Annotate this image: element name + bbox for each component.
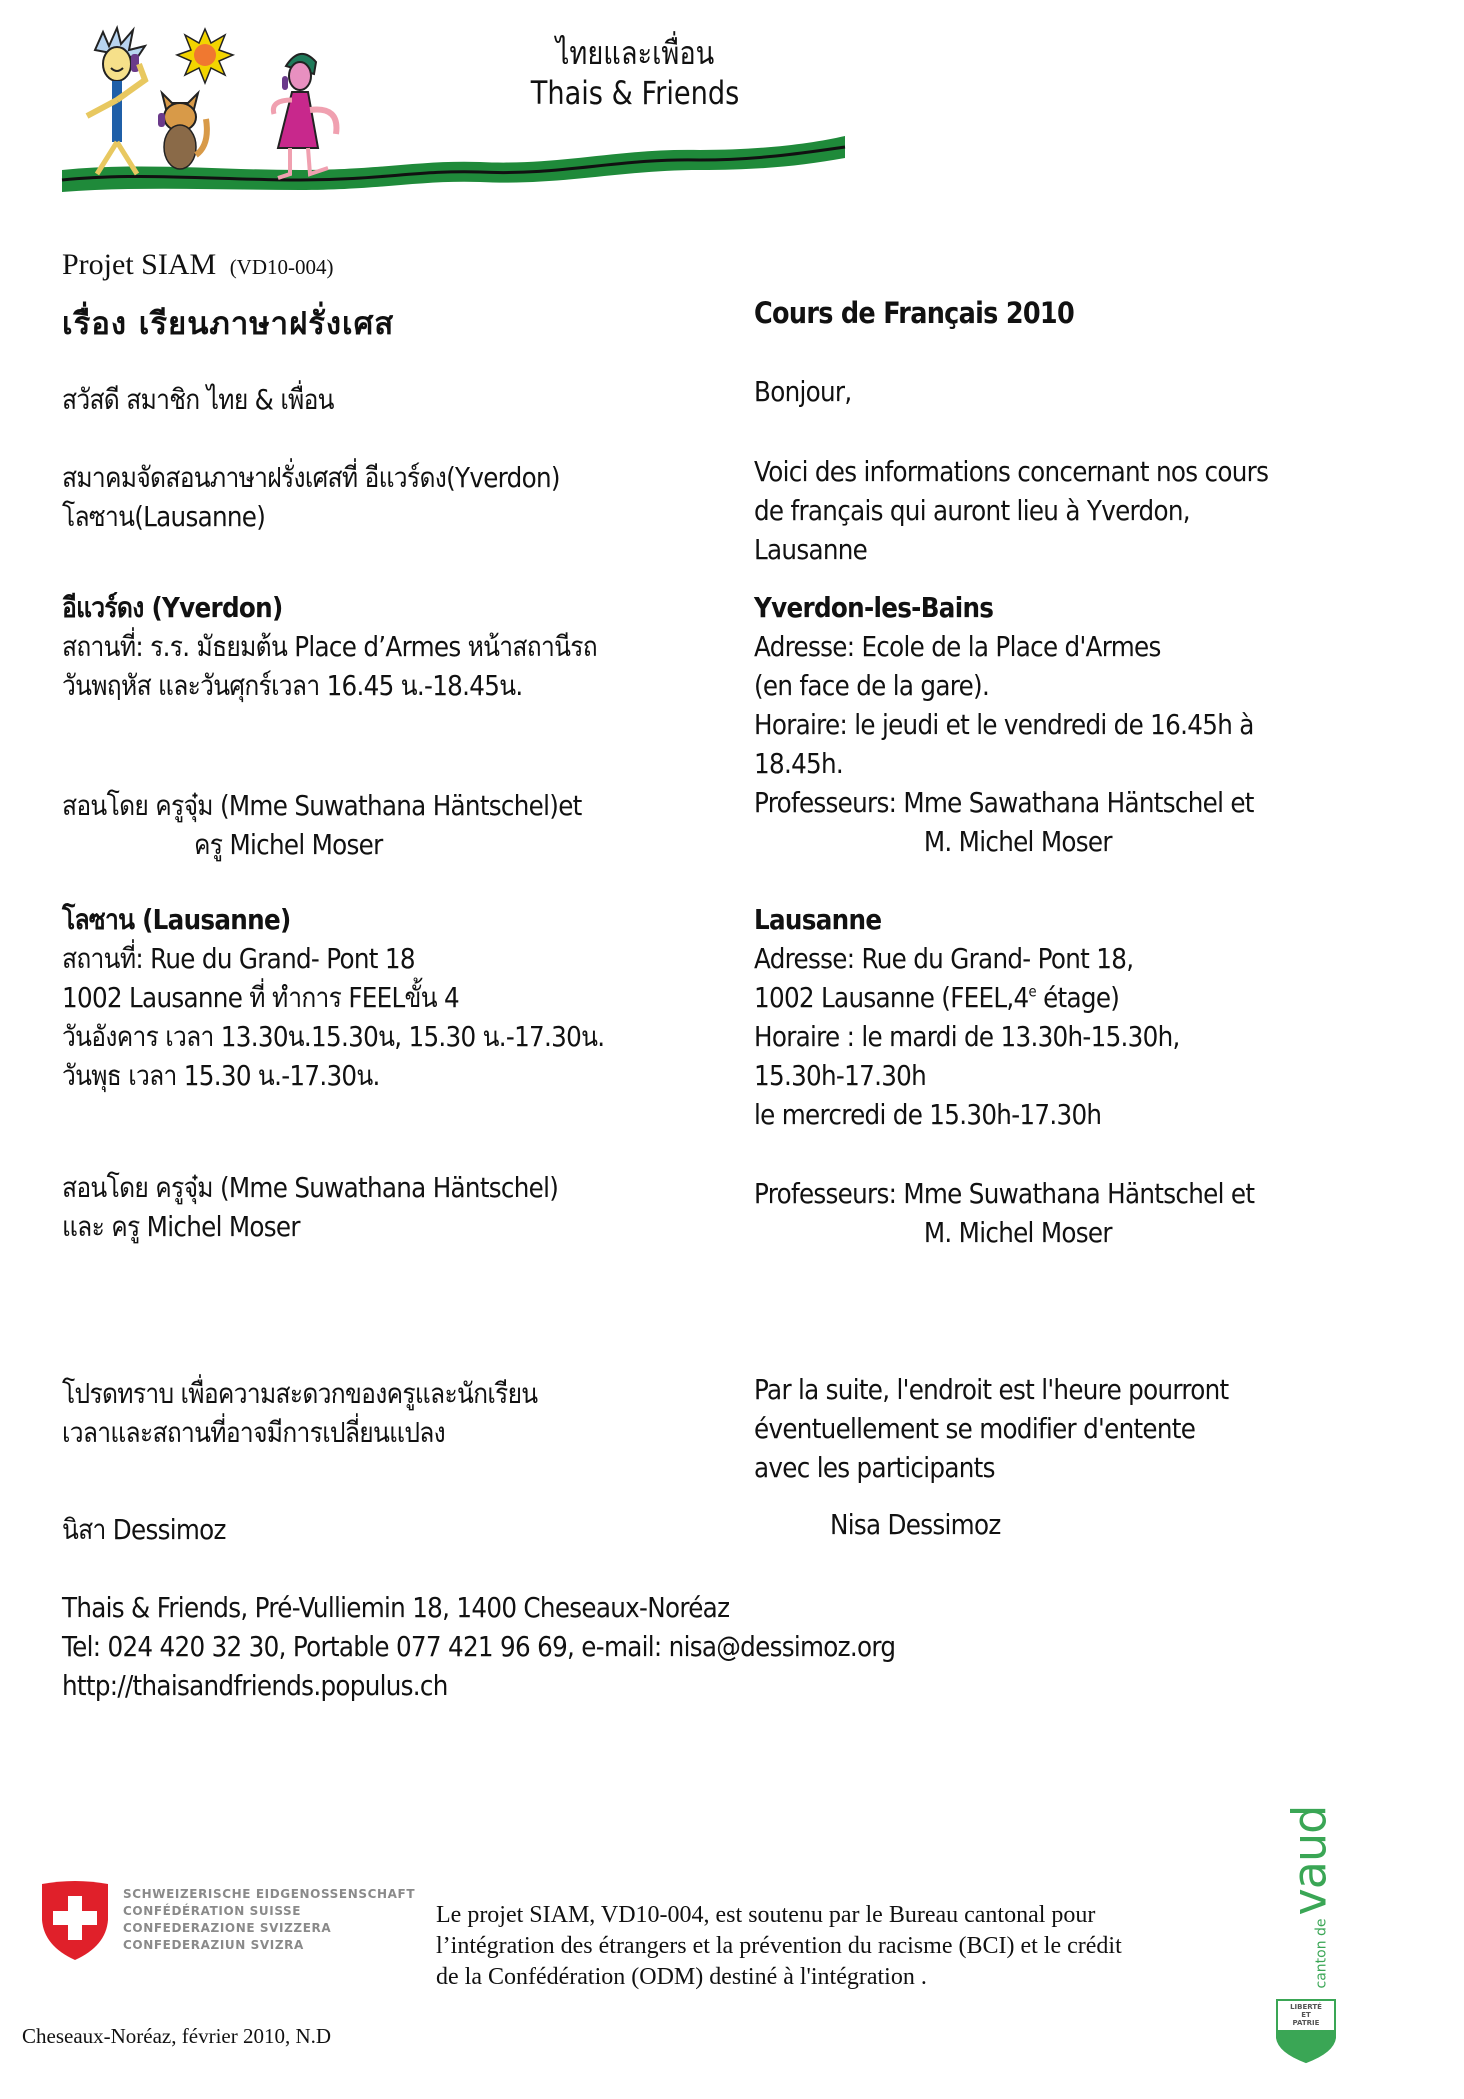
- swiss-text-line: CONFEDERAZIONE SVIZZERA: [123, 1921, 332, 1935]
- swiss-text-line: CONFEDERAZIUN SVIZRA: [123, 1938, 304, 1952]
- french-intro-line: Voici des informations concernant nos cours: [754, 455, 1269, 488]
- motto-line: ET: [1301, 2011, 1311, 2019]
- thai-yverdon-line: วันพฤหัส และวันศุกร์เวลา 16.45 น.-18.45น.: [62, 669, 523, 702]
- logo-title-thai: ไทยและเพื่อน: [555, 34, 715, 72]
- french-lausanne-heading: Lausanne: [754, 903, 882, 936]
- logo-title-english: Thais & Friends: [530, 74, 740, 112]
- address-text: 1002 Lausanne (FEEL,4: [754, 981, 1029, 1014]
- french-lausanne-teachers: [754, 1174, 1254, 1252]
- french-yverdon-heading: Yverdon-les-Bains: [754, 591, 994, 624]
- thai-signature: นิสา Dessimoz: [62, 1513, 226, 1546]
- sponsor-line: Le projet SIAM, VD10-004, est soutenu par le Bureau cantonal pour: [436, 1902, 1096, 1928]
- thai-notice-line: เวลาและสถานที่อาจมีการเปลี่ยนแปลง: [62, 1416, 445, 1449]
- thai-lausanne-teachers: [62, 1168, 558, 1246]
- vaud-name-text: vaud: [1282, 1805, 1337, 1916]
- thai-notice: [62, 1374, 537, 1452]
- french-yverdon-line: Adresse: Ecole de la Place d'Armes: [754, 630, 1161, 663]
- thai-lausanne-section: [62, 900, 604, 1095]
- swiss-text-line: SCHWEIZERISCHE EIDGENOSSENSCHAFT: [123, 1887, 416, 1901]
- thai-intro: [62, 458, 560, 536]
- sponsor-text: [436, 1900, 1122, 1993]
- french-yverdon-line: 18.45h.: [754, 747, 844, 780]
- french-lausanne-address: [754, 978, 1180, 1017]
- contact-website-link[interactable]: http://thaisandfriends.populus.ch: [62, 1669, 448, 1702]
- french-yverdon-line: Horaire: le jeudi et le vendredi de 16.45h à: [754, 708, 1254, 741]
- vaud-motto: [1275, 2003, 1337, 2027]
- thai-yverdon-teachers: [62, 786, 582, 864]
- french-teacher-line: M. Michel Moser: [923, 825, 1112, 858]
- french-lausanne-section: [754, 900, 1180, 1134]
- french-intro-line: de français qui auront lieu à Yverdon,: [754, 494, 1190, 527]
- thai-intro-line: โลซาน(Lausanne): [62, 500, 266, 533]
- vaud-wordmark: [1282, 1805, 1337, 1989]
- contact-block: [62, 1588, 895, 1705]
- heading-latin-text: (Lausanne): [142, 903, 291, 936]
- girl-figure-icon: [273, 54, 336, 178]
- thai-intro-line: สมาคมจัดสอนภาษาฝรั่งเศสที่ อีแวร์ดง(Yverdon): [62, 461, 560, 494]
- thai-subject: เรื่อง เรียนภาษาฝรั่งเศส: [62, 306, 395, 342]
- thai-lausanne-line: วันอังคาร เวลา 13.30น.15.30น, 15.30 น.-17.30น.: [62, 1020, 605, 1053]
- contact-phone-email[interactable]: Tel: 024 420 32 30, Portable 077 421 96 69, e-mail: nisa@dessimoz.org: [62, 1630, 896, 1663]
- french-lausanne-line: 15.30h-17.30h: [754, 1059, 927, 1092]
- cat-icon: [158, 93, 207, 169]
- motto-line: LIBERTÉ: [1290, 2003, 1322, 2011]
- french-signature: Nisa Dessimoz: [830, 1508, 1001, 1541]
- french-greeting: Bonjour,: [754, 375, 852, 408]
- project-name: Projet SIAM: [62, 248, 217, 281]
- thai-lausanne-heading: [62, 900, 604, 939]
- thai-teacher-line: สอนโดย ครูจุ๋ม (Mme Suwathana Häntschel): [62, 1171, 559, 1204]
- french-title: Cours de Français 2010: [754, 296, 1075, 330]
- swiss-shield-icon: [40, 1880, 120, 1970]
- french-intro: [754, 452, 1268, 569]
- vaud-canton-text: canton de: [1313, 1918, 1330, 1989]
- french-notice-line: Par la suite, l'endroit est l'heure pourront: [754, 1373, 1229, 1406]
- french-lausanne-address: Adresse: Rue du Grand- Pont 18,: [754, 942, 1134, 975]
- french-notice-line: éventuellement se modifier d'entente: [754, 1412, 1196, 1445]
- heading-latin-text: (Yverdon): [151, 591, 283, 624]
- ordinal-superscript: e: [1028, 982, 1036, 1001]
- thai-yverdon-line: สถานที่: ร.ร. มัธยมต้น Place d’Armes หน้าสถานีรถ: [62, 630, 597, 663]
- french-notice: [754, 1370, 1228, 1487]
- contact-address: Thais & Friends, Pré-Vulliemin 18, 1400 Cheseaux-Noréaz: [62, 1591, 730, 1624]
- thai-notice-line: โปรดทราบ เพื่อความสะดวกของครูและนักเรียน: [62, 1377, 538, 1410]
- french-notice-line: avec les participants: [754, 1451, 995, 1484]
- thai-lausanne-line: วันพุธ เวลา 15.30 น.-17.30น.: [62, 1059, 380, 1092]
- thai-lausanne-line: 1002 Lausanne ที่ ทำการ FEELขั้น 4: [62, 981, 459, 1014]
- project-line: [62, 248, 334, 282]
- canton-vaud-logo: [1270, 1805, 1350, 2066]
- thai-greeting: สวัสดี สมาชิก ไทย & เพื่อน: [62, 383, 334, 416]
- thai-teacher-line: ครู Michel Moser: [194, 828, 383, 861]
- thai-teacher-line: สอนโดย ครูจุ๋ม (Mme Suwathana Häntschel)et: [62, 789, 582, 822]
- french-yverdon-line: (en face de la gare).: [754, 669, 990, 702]
- thai-yverdon-heading: [62, 588, 597, 627]
- man-figure-icon: [87, 28, 145, 174]
- french-teacher-line: Professeurs: Mme Sawathana Häntschel et: [754, 786, 1254, 819]
- heading-thai-text: อีแวร์ดง: [62, 591, 152, 624]
- thai-yverdon-section: [62, 588, 597, 705]
- sun-icon: [177, 29, 233, 83]
- date-line: Cheseaux-Noréaz, février 2010, N.D: [22, 2024, 332, 2048]
- thai-teacher-line: และ ครู Michel Moser: [62, 1210, 300, 1243]
- swiss-text-line: CONFÉDÉRATION SUISSE: [123, 1904, 302, 1918]
- french-lausanne-line: le mercredi de 15.30h-17.30h: [754, 1098, 1102, 1131]
- french-lausanne-line: Horaire : le mardi de 13.30h-15.30h,: [754, 1020, 1180, 1053]
- address-text: étage): [1035, 981, 1120, 1014]
- french-intro-line: Lausanne: [754, 533, 868, 566]
- sponsor-line: de la Confédération (ODM) destiné à l'intégration .: [436, 1964, 927, 1990]
- sponsor-line: l’intégration des étrangers et la prévention du racisme (BCI) et le crédit: [436, 1933, 1122, 1959]
- thai-lausanne-line: สถานที่: Rue du Grand- Pont 18: [62, 942, 415, 975]
- swiss-confederation-text: [123, 1886, 415, 1954]
- heading-thai-text: โลซาน: [62, 903, 143, 936]
- motto-line: PATRIE: [1292, 2019, 1320, 2027]
- project-code: (VD10-004): [229, 255, 334, 279]
- french-yverdon-section: [754, 588, 1254, 861]
- french-teacher-line: Professeurs: Mme Suwathana Häntschel et: [754, 1177, 1255, 1210]
- french-teacher-line: M. Michel Moser: [923, 1216, 1112, 1249]
- logo-title: [520, 33, 750, 113]
